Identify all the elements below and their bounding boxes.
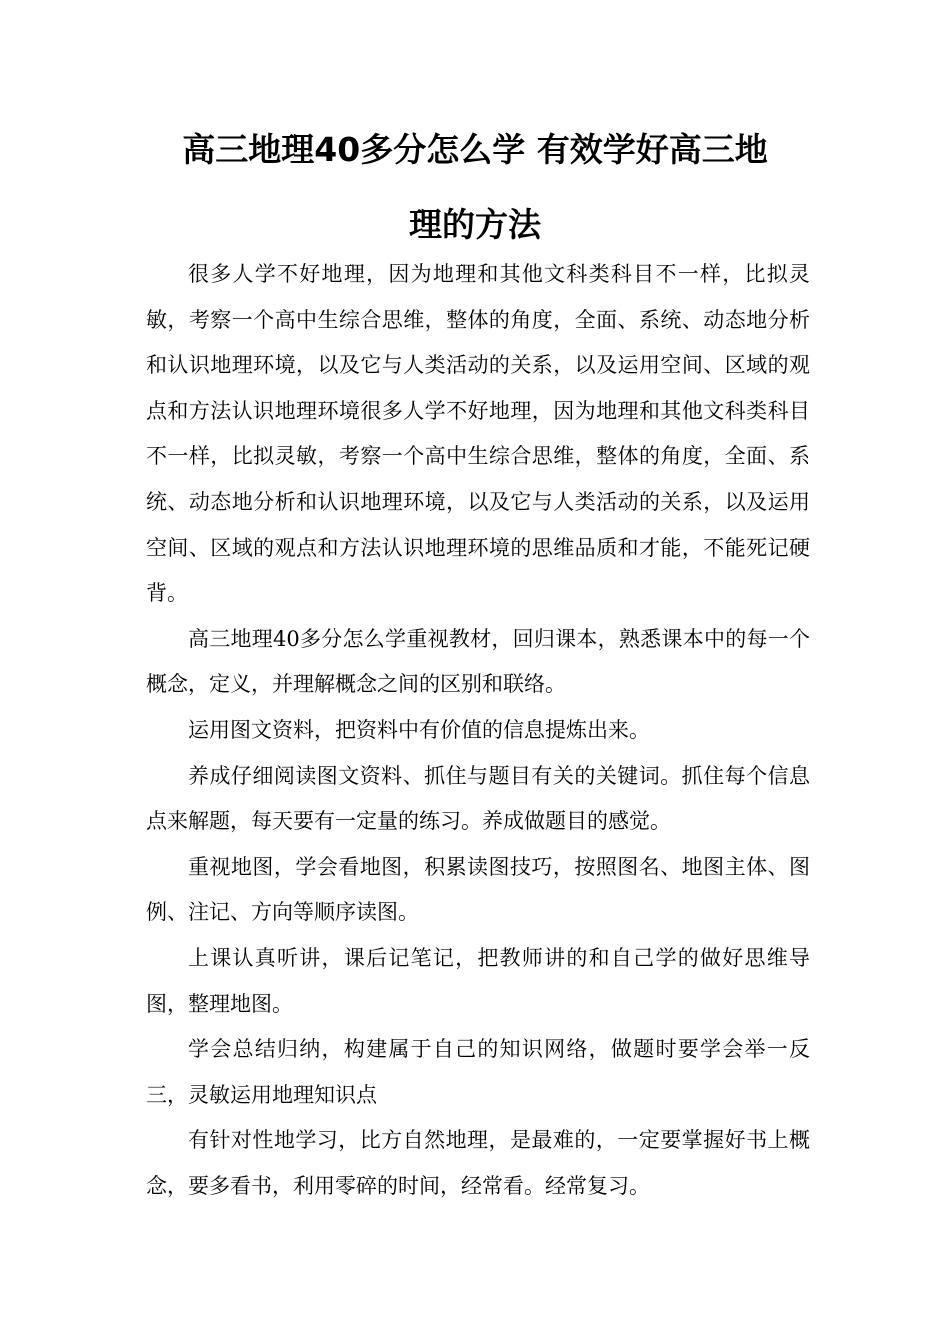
paragraph-reading-habit: 养成仔细阅读图文资料、抓住与题目有关的关键词。抓住每个信息点来解题，每天要有一定量的练习。养成做题目的感觉。 [146,763,810,834]
paragraph-materials: 运用图文资料，把资料中有价值的信息提炼出来。 [188,717,650,742]
paragraph-class-notes: 上课认真听讲，课后记笔记，把教师讲的和自己学的做好思维导图，整理地图。 [146,945,810,1016]
document-title [140,112,810,262]
paragraph-targeted-study: 有针对性地学习，比方自然地理，是最难的，一定要掌握好书上概念，要多看书，利用零碎的时间，经常看。经常复习。 [146,1128,810,1198]
title-line-1: 高三地理40多分怎么学 有效学好高三地 [182,130,768,169]
paragraph-textbook: 高三地理40多分怎么学重视教材，回归课本，熟悉课本中的每一个概念，定义，并理解概念之间的区别和联络。 [146,626,810,697]
paragraph-intro: 很多人学不好地理，因为地理和其他文科类科目不一样，比拟灵敏，考察一个高中生综合思维，整体的角度，全面、系统、动态地分析和认识地理环境，以及它与人类活动的关系，以及运用空间、区域的观点和方法认识地理环境很多人学不好地理，因为地理和其他文科类科目不一样，比拟灵敏，考察一个高中生综合思维，整体的角度，全面、系统、动态地分析和认识地理环境，以及它与人类活动的关系，以及运用空间、区域的观点和方法认识地理环境的思维品质和才能，不能死记硬背。 [146,262,810,606]
paragraph-summarize: 学会总结归纳，构建属于自己的知识网络，做题时要学会举一反三，灵敏运用地理知识点 [146,1037,810,1107]
document-body [146,252,810,1209]
paragraph-maps: 重视地图，学会看地图，积累读图技巧，按照图名、地图主体、图例、注记、方向等顺序读图。 [146,854,810,925]
title-line-2: 理的方法 [409,205,541,244]
